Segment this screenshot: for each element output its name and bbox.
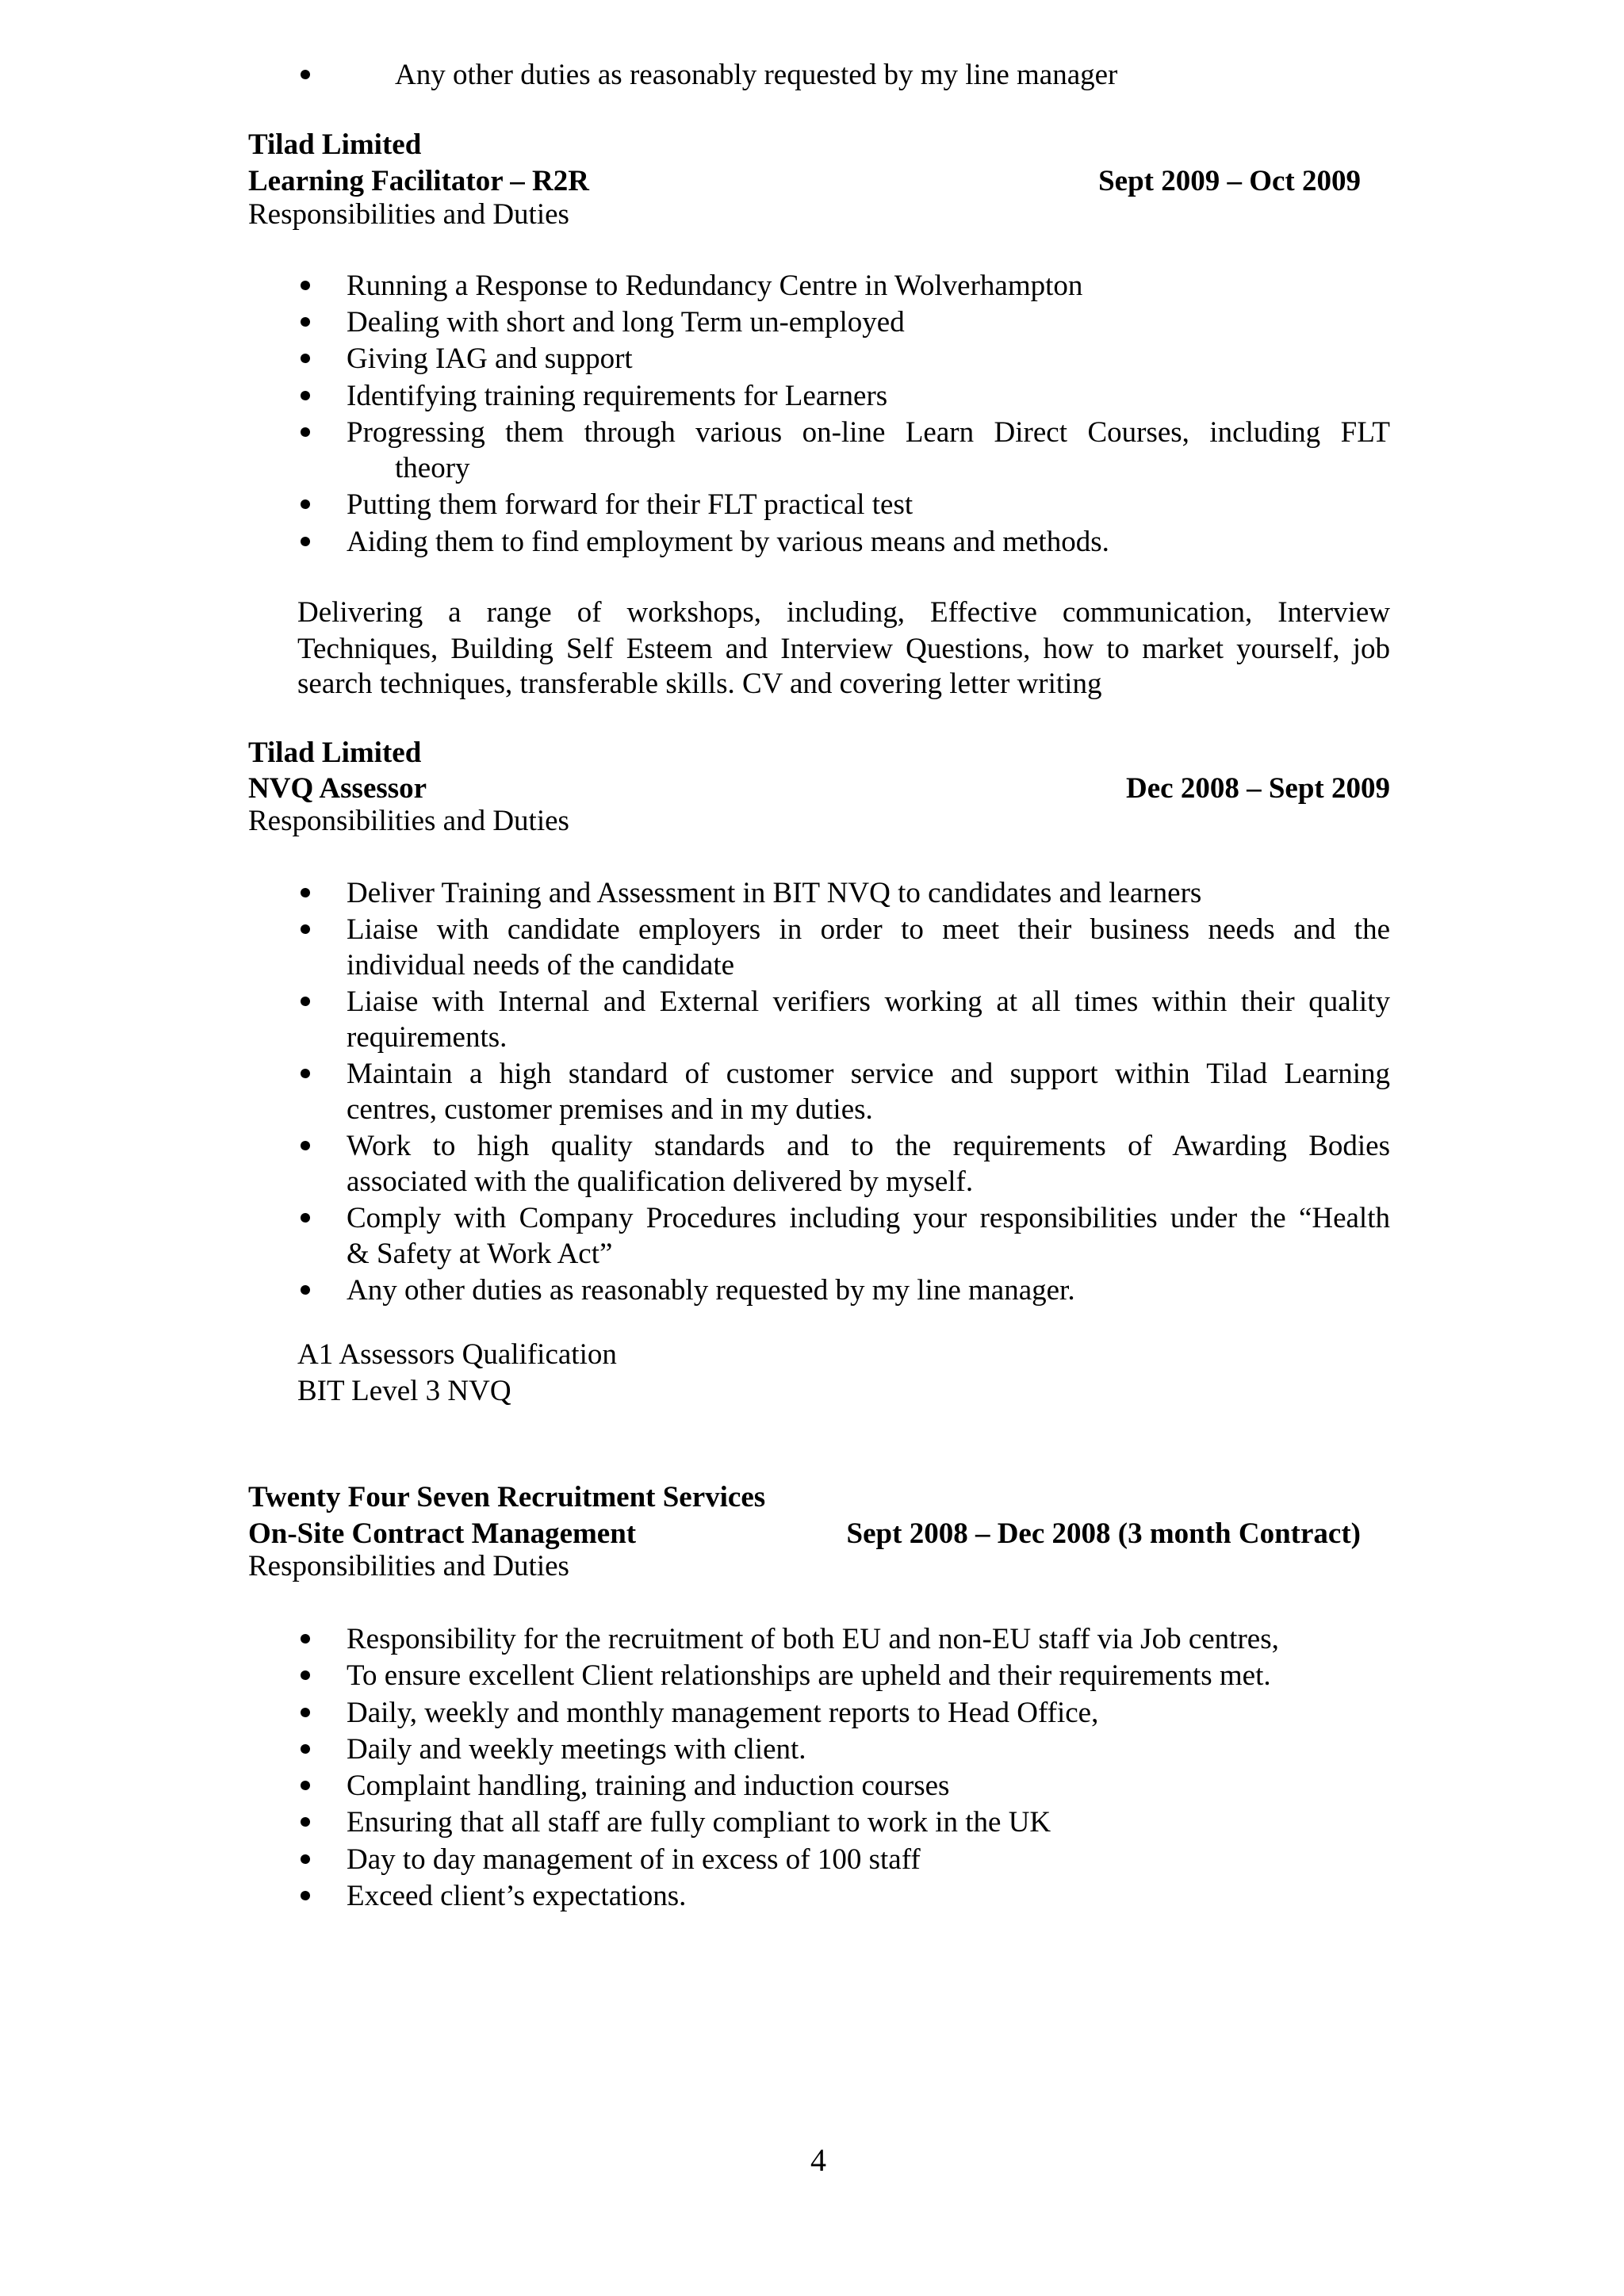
bullet-dot [301, 427, 310, 437]
bullet-dot [301, 1069, 310, 1078]
job1-paragraph-line: Techniques, Building Self Esteem and Interview Questions, how to market yourself, job [297, 633, 1390, 665]
top-bullet-text: Any other duties as reasonably requested by my line manager [395, 59, 1118, 91]
job2-bullet-continuation: individual needs of the candidate [347, 949, 735, 982]
bullet-dot [301, 537, 310, 546]
job2-bullet-continuation: centres, customer premises and in my duties. [347, 1093, 873, 1126]
job2-subhead: Responsibilities and Duties [248, 805, 569, 837]
job3-title: On-Site Contract Management [248, 1517, 637, 1550]
job3-bullet: Day to day management of in excess of 100 staff [347, 1843, 921, 1876]
job2-company: Tilad Limited [248, 737, 422, 769]
job3-bullet: To ensure excellent Client relationships are upheld and their requirements met. [347, 1659, 1271, 1692]
bullet-dot [301, 1854, 310, 1864]
bullet-dot [301, 1285, 310, 1295]
job3-bullet: Daily, weekly and monthly management reports to Head Office, [347, 1697, 1099, 1729]
bullet-dot [301, 1817, 310, 1827]
job2-bullet-continuation: requirements. [347, 1021, 508, 1054]
bullet-dot [301, 1891, 310, 1900]
bullet-dot [301, 1634, 310, 1644]
job1-title: Learning Facilitator – R2R [248, 165, 589, 197]
job2-bullet: Comply with Company Procedures including your responsibilities under the “Health [347, 1202, 1390, 1234]
job2-bullet-continuation: & Safety at Work Act” [347, 1238, 613, 1270]
job1-bullet: Identifying training requirements for Learners [347, 380, 888, 412]
bullet-dot [301, 924, 310, 934]
job1-dates: Sept 2009 – Oct 2009 [1098, 165, 1361, 197]
bullet-dot [301, 1708, 310, 1717]
bullet-dot [301, 1781, 310, 1790]
job1-paragraph-line: search techniques, transferable skills. CV and covering letter writing [297, 668, 1102, 700]
job1-bullet: Running a Response to Redundancy Centre in Wolverhampton [347, 270, 1083, 302]
bullet-dot [301, 354, 310, 363]
job2-bullet: Work to high quality standards and to the requirements of Awarding Bodies [347, 1130, 1390, 1162]
job1-bullet: Aiding them to find employment by various means and methods. [347, 526, 1109, 558]
bullet-dot [301, 1670, 310, 1680]
job2-qualification: A1 Assessors Qualification [297, 1338, 617, 1371]
bullet-dot [301, 281, 310, 290]
bullet-dot [301, 391, 310, 400]
job2-bullet: Any other duties as reasonably requested by my line manager. [347, 1274, 1075, 1307]
job1-bullet: Giving IAG and support [347, 342, 633, 375]
job2-bullet: Liaise with candidate employers in order to meet their business needs and the [347, 913, 1390, 946]
bullet-dot [301, 1744, 310, 1754]
bullet-dot [301, 70, 310, 79]
bullet-dot [301, 1141, 310, 1150]
bullet-dot [301, 499, 310, 509]
job2-bullet: Liaise with Internal and External verifiers working at all times within their quality [347, 985, 1390, 1018]
job1-company: Tilad Limited [248, 128, 422, 161]
job2-bullet-continuation: associated with the qualification delivered by myself. [347, 1165, 974, 1198]
job2-bullet: Maintain a high standard of customer service and support within Tilad Learning [347, 1058, 1390, 1090]
job1-bullet-continuation: theory [395, 452, 470, 484]
job3-bullet: Exceed client’s expectations. [347, 1880, 687, 1912]
job3-dates: Sept 2008 – Dec 2008 (3 month Contract) [846, 1517, 1361, 1550]
job1-bullet: Dealing with short and long Term un-employed [347, 306, 905, 339]
job1-bullet: Progressing them through various on-line Learn Direct Courses, including FLT [347, 416, 1390, 449]
job2-bullet: Deliver Training and Assessment in BIT NVQ to candidates and learners [347, 877, 1202, 909]
job3-bullet: Responsibility for the recruitment of both EU and non-EU staff via Job centres, [347, 1623, 1279, 1655]
job1-bullet: Putting them forward for their FLT practical test [347, 488, 914, 521]
job3-bullet: Ensuring that all staff are fully compliant to work in the UK [347, 1806, 1051, 1839]
bullet-dot [301, 1213, 310, 1223]
job1-subhead: Responsibilities and Duties [248, 198, 569, 231]
job3-subhead: Responsibilities and Duties [248, 1550, 569, 1582]
bullet-dot [301, 317, 310, 327]
job1-paragraph-line: Delivering a range of workshops, including, Effective communication, Interview [297, 596, 1390, 629]
bullet-dot [301, 888, 310, 897]
job3-bullet: Daily and weekly meetings with client. [347, 1733, 806, 1766]
page-number: 4 [810, 2142, 826, 2178]
bullet-dot [301, 997, 310, 1006]
job2-title: NVQ Assessor [248, 772, 427, 805]
job2-dates: Dec 2008 – Sept 2009 [1126, 772, 1390, 805]
job3-bullet: Complaint handling, training and induction courses [347, 1770, 950, 1802]
job3-company: Twenty Four Seven Recruitment Services [248, 1481, 766, 1513]
job2-qualification: BIT Level 3 NVQ [297, 1375, 511, 1407]
